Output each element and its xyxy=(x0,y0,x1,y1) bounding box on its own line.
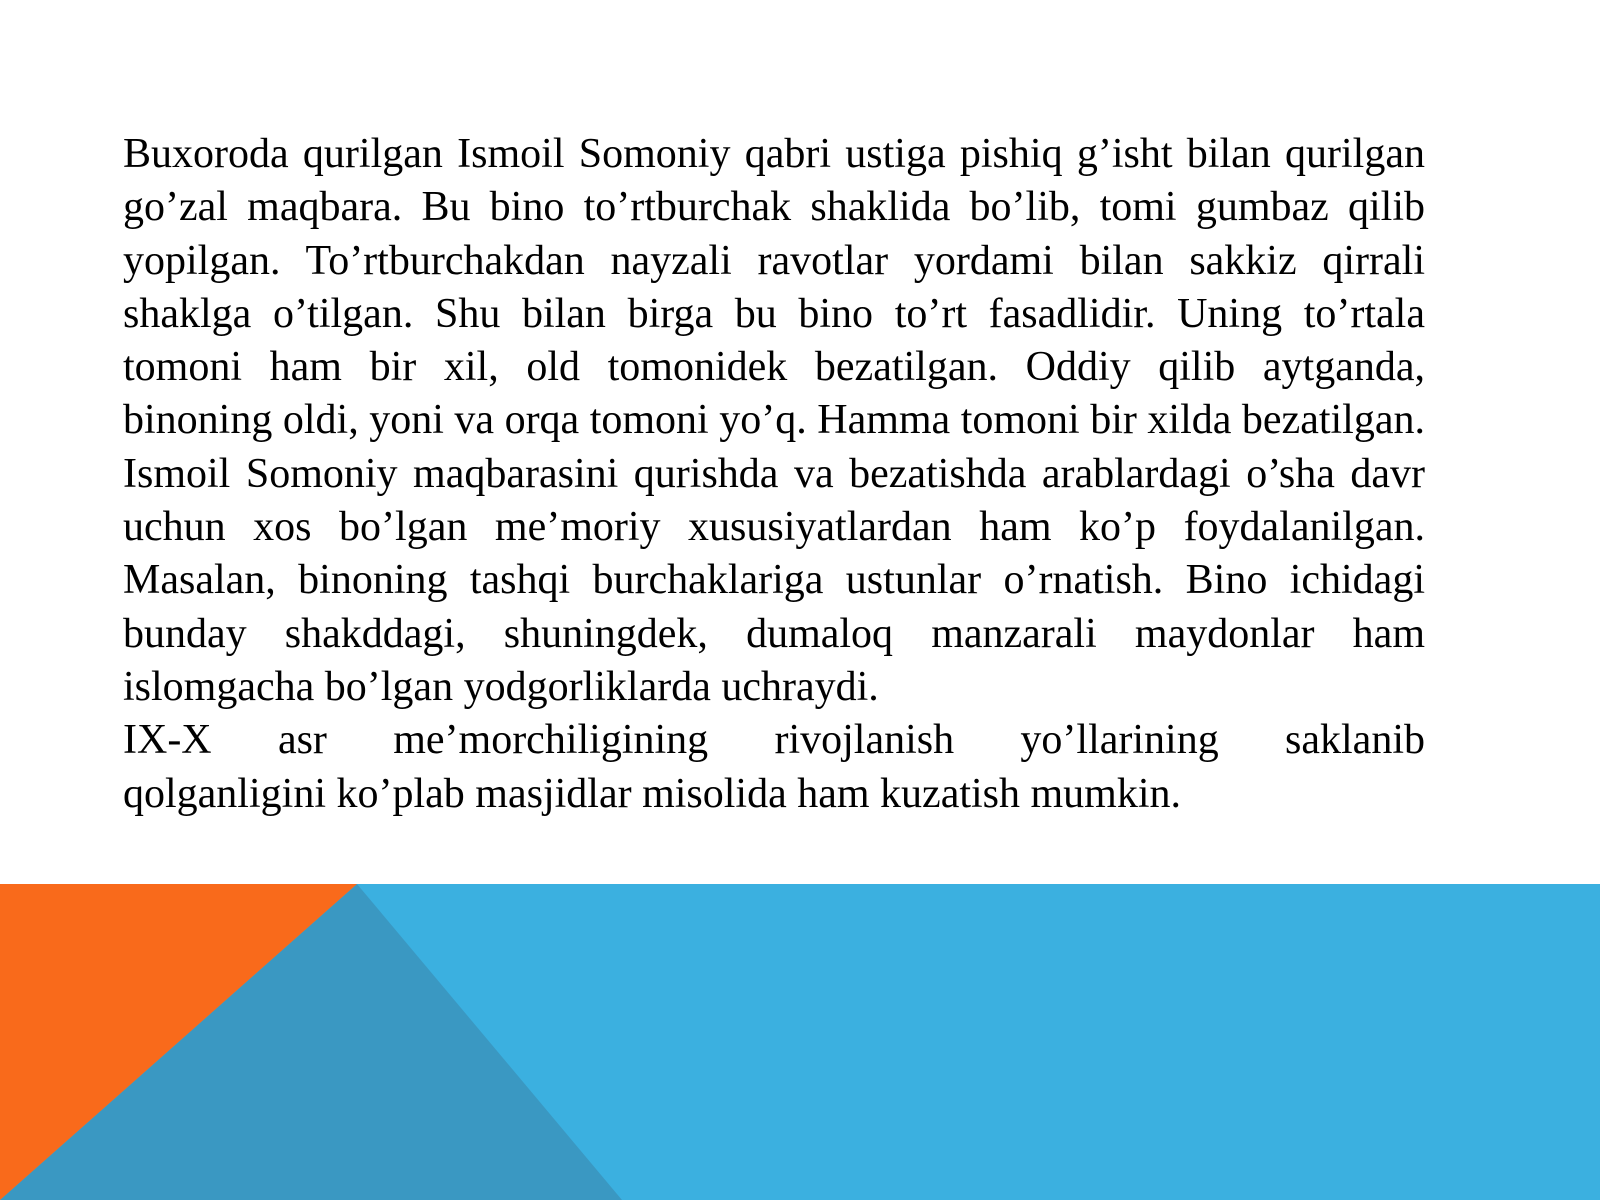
paragraph-2-line-1: IX-X asr me’morchiligining rivojlanish yo’llarining saklanib xyxy=(123,717,1425,764)
decorative-footer-band xyxy=(0,884,1600,1200)
body-text xyxy=(123,128,1425,821)
paragraph-2-line-2: qolganligini ko’plab masjidlar misolida ham kuzatish mumkin. xyxy=(123,770,1182,817)
paragraph-1: Buxoroda qurilgan Ismoil Somoniy qabri ustiga pishiq g’isht bilan qurilgan go’zal maqbara. Bu bino to’rtburchak shaklida bo’lib, tomi gumbaz qilib yopilgan. To’rtburchakdan nayzali ravotlar yordami bilan sakkiz qirrali shaklga o’tilgan. Shu bilan birga bu bino to’rt fasadlidir. Uning to’rtala tomoni ham bir xil, old tomonidek bezatilgan. Oddiy qilib aytganda, binoning oldi, yoni va orqa tomoni yo’q. Hamma tomoni bir xilda bezatilgan. Ismoil Somoniy maqbarasini qurishda va bezatishda arablardagi o’sha davr uchun xos bo’lgan me’moriy xususiyatlardan ham ko’p foydalanilgan. Masalan, binoning tashqi burchaklariga ustunlar o’rnatish. Bino ichidagi bunday shakddagi, shuningdek, dumaloq manzarali maydonlar ham islomgacha bo’lgan yodgorliklarda uchraydi. xyxy=(123,131,1425,710)
footer-shapes xyxy=(0,884,1600,1200)
